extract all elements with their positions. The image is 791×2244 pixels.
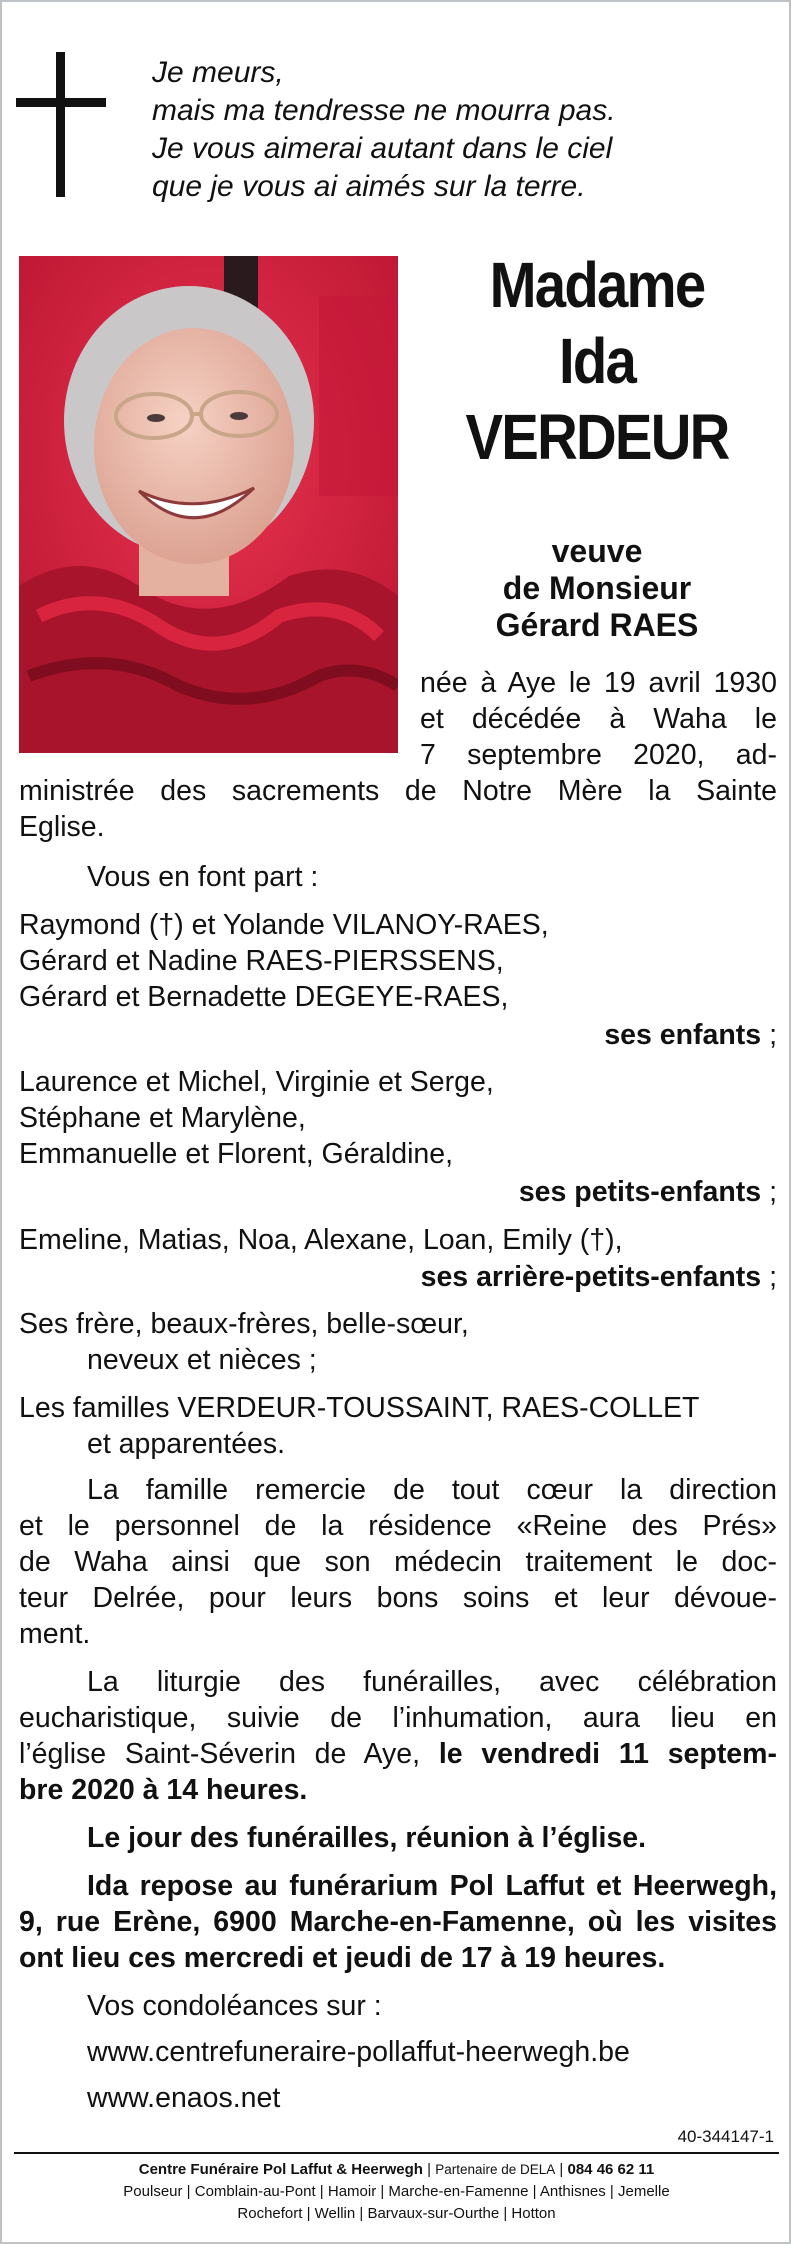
liturgy-line3-normal: l’église Saint-Séverin de Aye, bbox=[19, 1738, 439, 1770]
poem-line: Je meurs, bbox=[152, 56, 284, 89]
siblings-line: neveux et nièces ; bbox=[87, 1344, 317, 1376]
birth-death-info bbox=[420, 665, 777, 773]
widow-line: veuve bbox=[551, 533, 643, 569]
footer-locations: Rochefort | Wellin | Barvaux-sur-Ourthe | Hotton bbox=[237, 2205, 556, 2222]
child-line: Gérard et Nadine RAES-PIERSSENS, bbox=[19, 945, 504, 977]
rest-line: ont lieu ces mercredi et jeudi de 17 à 19 heures. bbox=[19, 1942, 666, 1974]
announcement: Vous en font part : bbox=[87, 861, 319, 893]
liturgy-time-bold: bre 2020 à 14 heures. bbox=[19, 1774, 308, 1806]
child-line: Raymond (†) et Yolande VILANOY-RAES, bbox=[19, 909, 549, 941]
widow-of bbox=[422, 533, 772, 644]
children-label-text: ses enfants bbox=[604, 1019, 762, 1051]
deceased-last-name: VERDEUR bbox=[465, 401, 729, 473]
company-name: Centre Funéraire Pol Laffut & Heerwegh bbox=[138, 2161, 423, 2178]
deceased-title: Madame bbox=[489, 249, 705, 321]
liturgy-date-bold: le vendredi 11 septem- bbox=[438, 1738, 777, 1770]
birth-line: née à Aye le 19 avril 1930 bbox=[420, 667, 777, 699]
grandchildren-label-text: ses petits-enfants bbox=[518, 1176, 762, 1208]
thanks-line: et le personnel de la résidence «Reine des Prés» bbox=[19, 1510, 777, 1542]
rest-line: 9, rue Erène, 6900 Marche-en-Famenne, où les visites bbox=[19, 1906, 777, 1938]
child-line: Gérard et Bernadette DEGEYE-RAES, bbox=[19, 981, 509, 1013]
families-line: Les familles VERDEUR-TOUSSAINT, RAES-COLLET bbox=[19, 1392, 700, 1424]
liturgy-line: La liturgie des funérailles, avec célébration bbox=[87, 1666, 777, 1698]
deceased-name-block bbox=[422, 247, 772, 644]
poem-line: que je vous ai aimés sur la terre. bbox=[152, 170, 586, 203]
children-label: ses enfants ; bbox=[604, 1019, 777, 1051]
portrait-photo bbox=[19, 256, 398, 753]
siblings-line: Ses frère, beaux-frères, belle-sœur, bbox=[19, 1308, 469, 1340]
widow-line: de Monsieur bbox=[502, 570, 692, 606]
grandchildren-label: ses petits-enfants ; bbox=[518, 1176, 777, 1208]
poem bbox=[152, 54, 752, 206]
footer-company-line: Centre Funéraire Pol Laffut & Heerwegh | Partenaire de DELA | 084 46 62 11 bbox=[138, 2161, 655, 2178]
sacrament-line: Eglise. bbox=[19, 811, 105, 843]
widow-line: Gérard RAES bbox=[495, 607, 699, 643]
phone-number: 084 46 62 11 bbox=[567, 2161, 655, 2178]
thanks-line: La famille remercie de tout cœur la direction bbox=[87, 1474, 777, 1506]
reference-number: 40-344147-1 bbox=[677, 2127, 774, 2146]
great-grandchildren-line: Emeline, Matias, Noa, Alexane, Loan, Emily (†), bbox=[19, 1224, 623, 1256]
liturgy-line: eucharistique, suivie de l’inhumation, aura lieu en bbox=[19, 1702, 777, 1734]
birth-line: et décédée à Waha le bbox=[420, 703, 777, 735]
poem-line: mais ma tendresse ne mourra pas. bbox=[152, 94, 616, 127]
liturgy-line bbox=[19, 1736, 777, 1772]
funeral-home-footer bbox=[14, 2159, 779, 2225]
great-grandchildren-label: ses arrière-petits-enfants ; bbox=[420, 1261, 777, 1293]
website-link[interactable]: www.enaos.net bbox=[87, 2082, 281, 2114]
grandchild-line: Stéphane et Marylène, bbox=[19, 1102, 306, 1134]
website-link[interactable]: www.centrefuneraire-pollaffut-heerwegh.be bbox=[87, 2036, 630, 2068]
cross-icon bbox=[16, 52, 106, 197]
grandchild-line: Laurence et Michel, Virginie et Serge, bbox=[19, 1066, 494, 1098]
rest-line: Ida repose au funérarium Pol Laffut et Heerwegh, bbox=[87, 1870, 777, 1902]
grandchild-line: Emmanuelle et Florent, Géraldine, bbox=[19, 1138, 454, 1170]
sacrament-line: ministrée des sacrements de Notre Mère la Sainte bbox=[19, 775, 777, 807]
great-grandchildren-label-text: ses arrière-petits-enfants bbox=[420, 1261, 762, 1293]
footer-divider bbox=[14, 2152, 779, 2154]
deceased-first-name: Ida bbox=[558, 325, 636, 397]
thanks-line: ment. bbox=[19, 1618, 91, 1650]
partner-text: Partenaire de DELA bbox=[435, 2162, 556, 2177]
footer-locations: Poulseur | Comblain-au-Pont | Hamoir | Marche-en-Famenne | Anthisnes | Jemelle bbox=[123, 2183, 670, 2200]
gathering-info: Le jour des funérailles, réunion à l’église. bbox=[87, 1822, 647, 1854]
poem-line: Je vous aimerai autant dans le ciel bbox=[152, 132, 613, 165]
thanks-line: de Waha ainsi que son médecin traitement le doc- bbox=[19, 1546, 777, 1578]
birth-line: 7 septembre 2020, ad- bbox=[420, 739, 777, 771]
condolences-label: Vos condoléances sur : bbox=[87, 1990, 382, 2022]
thanks-line: teur Delrée, pour leurs bons soins et leur dévoue- bbox=[19, 1582, 777, 1614]
families-line: et apparentées. bbox=[87, 1428, 286, 1460]
